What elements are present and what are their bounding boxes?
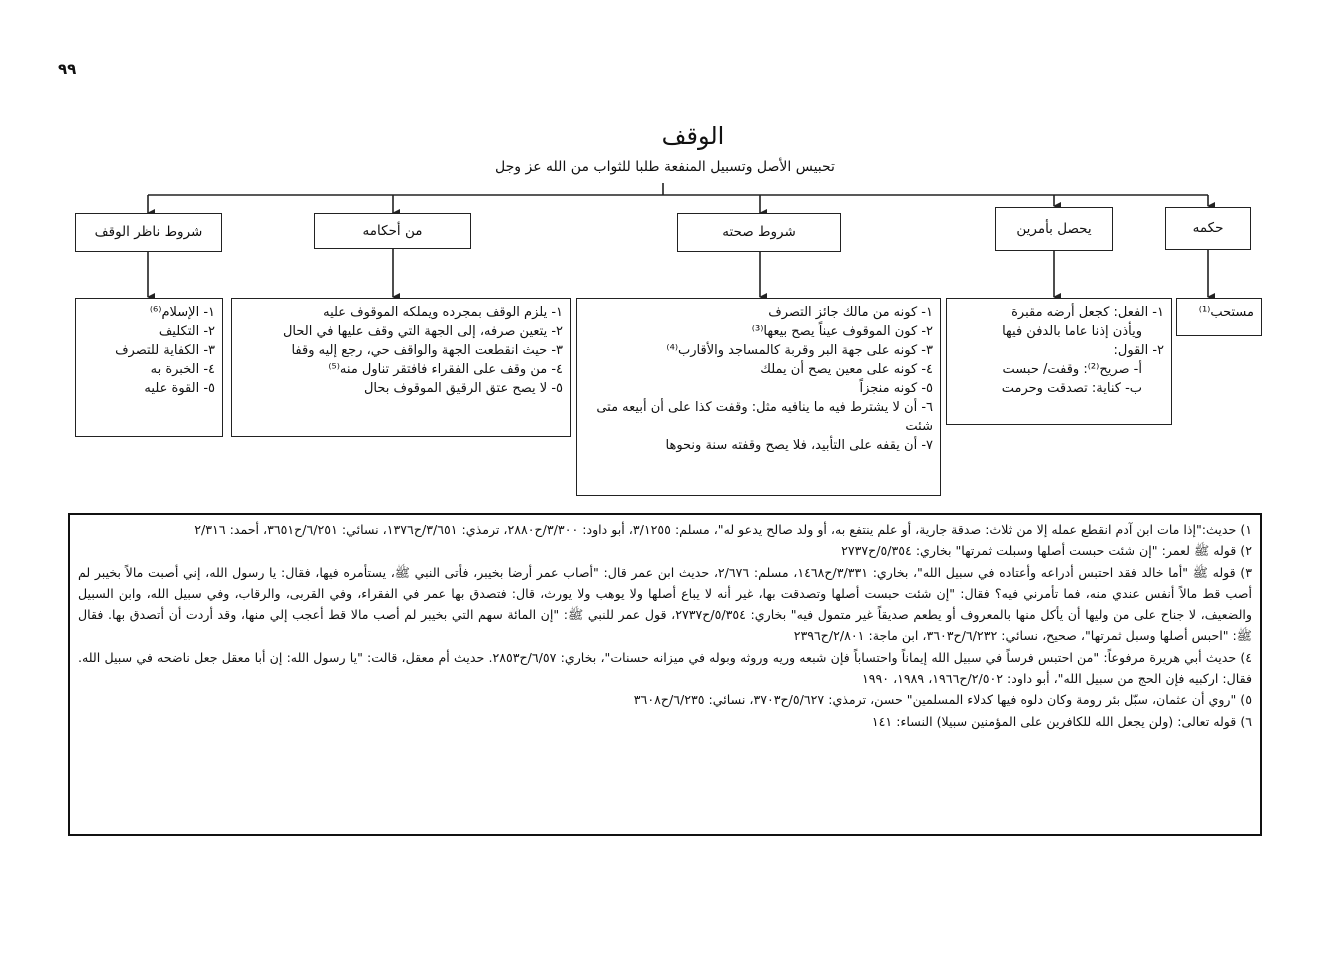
list-item: ٤- كونه على معين يصح أن يملك [760, 362, 933, 377]
body-yahsul [946, 298, 1172, 425]
list-item: ويأذن إذنا عاما بالدفن فيها [1002, 324, 1142, 339]
heading-ahkam: من أحكامه [314, 213, 471, 249]
list-item: أ- صريح⁽²⁾: وقفت/ حبست [1002, 362, 1142, 377]
body-hukm [1176, 298, 1262, 336]
list-item: ٧- أن يقفه على التأبيد، فلا يصح وقفته سنة ونحوها [665, 438, 933, 453]
list-item: ٤- الخبرة به [150, 362, 215, 377]
list-item: ٥- القوة عليه [144, 381, 215, 396]
footnote-1: ١) حديث:"إذا مات ابن آدم انقطع عمله إلا من ثلاث: صدقة جارية، أو علم ينتفع به، أو ولد صالح يدعو له"، مسلم: ٣/١٢٥٥، أبو داود: ٣/٣٠٠/ح٢٨٨٠، ترمذي: ٣/٦٥١/ح١٣٧٦، نسائي: ٦/٢٥١/ح٣٦٥١، أحمد: ٢/٣١٦ [194, 522, 1252, 537]
heading-shurut-sihha: شروط صحته [677, 213, 841, 252]
heading-shurut-nazir: شروط ناظر الوقف [75, 213, 222, 252]
heading-hukm: حكمه [1165, 207, 1251, 250]
list-item: ١- الفعل: كجعل أرضه مقبرة [1011, 305, 1164, 320]
diagram-subtitle: تحبيس الأصل وتسبيل المنفعة طلبا للثواب من الله عز وجل [495, 159, 835, 175]
footnote-3: ٣) قوله ﷺ "أما خالد فقد احتبس أدراعه وأعتاده في سبيل الله"، بخاري: ٣/٣٣١/ح١٤٦٨، مسلم: ٢/٦٧٦، حديث ابن عمر قال: "أصاب عمر أرضا بخيبر، فأتى النبي ﷺ، يستأمره فيها، فقال: يا رسول الله، إني أصبت مالاً بخيبر لم أصب قط مالاً أنفس عندي منه، فما تأمرني فيه؟ فقال: "إن شئت حبست أصلها وتصدقت بها، غير أنه لا يباع أصلها ولا يوهب ولا يورث، قال: فتصدق بها عمر في الفقراء، وفي القربى، والرقاب، وفي سبيل الله، وابن السبيل والضعيف، لا جناح على من وليها أن يأكل منها بالمعروف أو يطعم صديقاً غير متمول فيه" بخاري: ٥/٣٥٤/ح٢٧٣٧، قول عمر للنبي ﷺ: "إن المائة سهم التي بخيبر لم أصب مالا قط أعجب إلي منها، وقد أردت أن أتصدق بها. فقال ﷺ: "احبس أصلها وسبل ثمرتها"، صحيح، نسائي: ٦/٢٣٢/ح٣٦٠٣، ابن ماجة: ٢/٨٠١/ح٢٣٩٦ [78, 564, 1253, 644]
list-item: ٥- لا يصح عتق الرقيق الموقوف بحال [363, 381, 563, 396]
body-ahkam [231, 298, 571, 437]
list-item: ٦- أن لا يشترط فيه ما ينافيه مثل: وقفت كذا على أن أبيعه متى شئت [596, 400, 933, 434]
footnote-6: ٦) قوله تعالى: (ولن يجعل الله للكافرين على المؤمنين سبيلا) النساء: ١٤١ [871, 713, 1252, 729]
list-item: ١- الإسلام⁽⁶⁾ [149, 305, 215, 320]
footnotes-box [68, 513, 1262, 836]
page-number: ٩٩ [58, 60, 77, 78]
list-item: ب- كناية: تصدقت وحرمت [1001, 381, 1142, 396]
footnote-2: ٢) قوله ﷺ لعمر: "إن شئت حبست أصلها وسبلت ثمرتها" بخاري: ٥/٣٥٤/ح٢٧٣٧ [841, 543, 1252, 559]
list-item: ٢- كون الموقوف عيناً يصح بيعها⁽³⁾ [751, 324, 933, 339]
list-item: ٤- من وقف على الفقراء فافتقر تناول منه⁽⁵⁾ [328, 362, 563, 377]
list-item: ٢- يتعين صرفه، إلى الجهة التي وقف عليها في الحال [282, 324, 563, 339]
body-shurut-sihha [576, 298, 941, 496]
list-item: ٢- التكليف [158, 324, 215, 339]
list-item: ١- كونه من مالك جائز التصرف [768, 305, 933, 320]
diagram-title: الوقف [661, 122, 725, 150]
body-shurut-nazir [75, 298, 223, 437]
heading-yahsul: يحصل بأمرين [995, 207, 1113, 251]
list-item: ٢- القول: [1113, 343, 1164, 358]
list-item: ٣- الكفاية للتصرف [115, 343, 215, 358]
footnote-5: ٥) "روي أن عثمان، سبّل بئر رومة وكان دلوه فيها كدلاء المسلمين" حسن، ترمذي: ٥/٦٢٧/ح٣٧٠٣، نسائي: ٦/٢٣٥/ح٣٦٠٨ [633, 692, 1252, 708]
list-item: مستحب⁽¹⁾ [1198, 305, 1254, 320]
list-item: ٥- كونه منجزاً [859, 381, 933, 396]
footnote-4: ٤) حديث أبي هريرة مرفوعاً: "من احتبس فرساً في سبيل الله إيماناً واحتساباً فإن شبعه وريه وروثه وبوله في ميزانه حسنات"، بخاري: ٦/٥٧/ح٢٨٥٣. حديث أم معقل، قالت: "يا رسول الله: إن أبا معقل جعل ناضحه في سبيل الله. فقال: اركبيه فإن الحج من سبيل الله"، أبو داود: ٢/٥٠٢/ح١٩٦٦، ١٩٨٩، ١٩٩٠ [78, 649, 1252, 687]
list-item: ١- يلزم الوقف بمجرده ويملكه الموقوف عليه [323, 305, 563, 320]
list-item: ٣- حيث انقطعت الجهة والواقف حي، رجع إليه وقفا [291, 343, 563, 358]
list-item: ٣- كونه على جهة البر وقربة كالمساجد والأقارب⁽⁴⁾ [666, 343, 933, 358]
